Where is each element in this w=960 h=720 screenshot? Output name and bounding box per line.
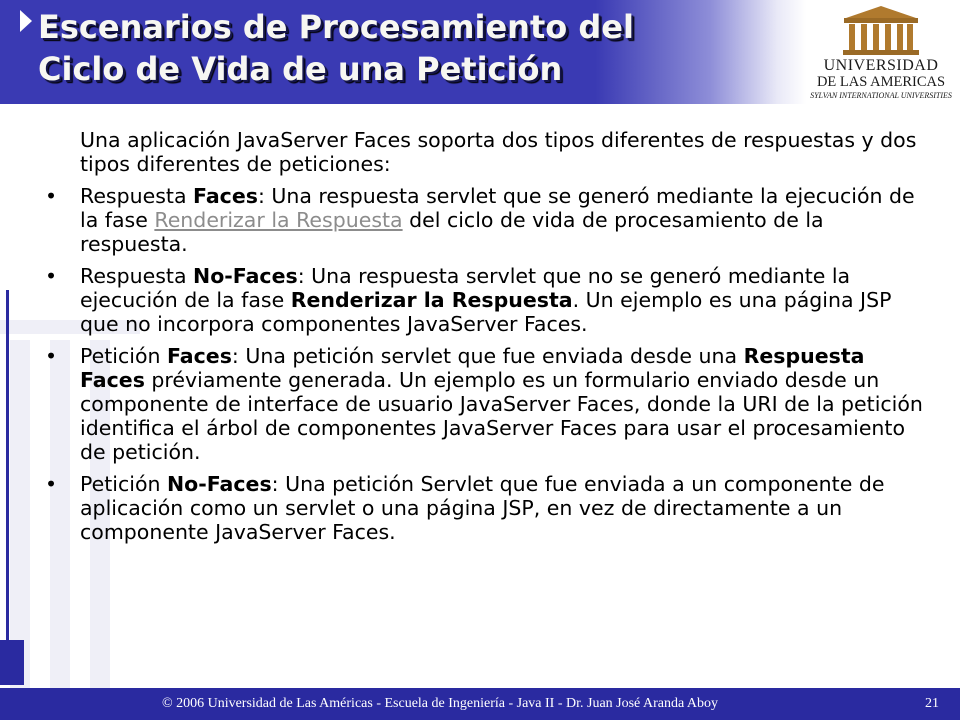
item-text: : Una petición servlet que fue enviada desde una xyxy=(231,344,744,368)
left-accent-block xyxy=(0,640,24,685)
item-text: Respuesta xyxy=(80,184,194,208)
logo-text-americas: DE LAS AMERICAS xyxy=(816,74,946,90)
list-item xyxy=(45,344,928,464)
triangle-marker-icon xyxy=(20,10,32,32)
list-item xyxy=(45,264,928,336)
slide-body xyxy=(45,128,928,552)
list-item xyxy=(45,472,928,544)
building-columns-icon xyxy=(840,4,922,58)
item-text: Respuesta xyxy=(80,264,194,288)
list-item xyxy=(45,184,928,256)
footer-copyright: © 2006 Universidad de Las Américas - Escuela de Ingeniería - Java II - Dr. Juan José Aranda Aboy xyxy=(161,696,719,711)
slide-title-line1: Escenarios de Procesamiento del xyxy=(38,8,634,46)
render-response-link[interactable]: Renderizar la Respuesta xyxy=(154,208,403,232)
item-text: : Una respuesta servlet que se generó mediante la ejecución de la fase xyxy=(80,184,915,232)
bullet-icon: • xyxy=(45,344,58,368)
item-text: : Una respuesta servlet que no se generó mediante la ejecución de la fase xyxy=(80,264,851,312)
item-bold-term: Faces xyxy=(193,184,258,208)
item-bold-term: Respuesta Faces xyxy=(80,344,865,392)
item-text: . Un ejemplo es una página JSP que no incorpora componentes JavaServer Faces. xyxy=(80,288,892,336)
bullet-icon: • xyxy=(45,264,58,288)
bullet-icon: • xyxy=(45,472,58,496)
item-text: Petición xyxy=(80,472,167,496)
item-text: Petición xyxy=(80,344,167,368)
slide-title-line2: Ciclo de Vida de una Petición xyxy=(38,50,563,88)
item-bold-term: Faces xyxy=(167,344,232,368)
slide-title xyxy=(38,6,634,90)
item-text: : Una petición Servlet que fue enviada a un componente de aplicación como un servlet o una página JSP, en vez de directamente a un componente JavaServer Faces. xyxy=(80,472,885,544)
footer-bar xyxy=(0,688,960,720)
item-text: del ciclo de vida de procesamiento de la respuesta. xyxy=(80,208,824,256)
left-accent-bar xyxy=(6,290,9,685)
item-bold-term: No-Faces xyxy=(193,264,298,288)
logo-text-sylvan: SYLVAN INTERNATIONAL UNIVERSITIES xyxy=(810,91,952,100)
item-text: préviamente generada. Un ejemplo es un formulario enviado desde un componente de interface de usuario JavaServer Faces, donde la URI de la petición identifica el árbol de componentes JavaServer Faces para usar el procesamiento de petición. xyxy=(80,368,923,464)
bullet-list xyxy=(45,184,928,544)
university-logo xyxy=(806,4,956,100)
page-number: 21 xyxy=(925,696,939,711)
item-bold-term: No-Faces xyxy=(167,472,272,496)
item-bold-term: Renderizar la Respuesta xyxy=(290,288,573,312)
intro-paragraph: Una aplicación JavaServer Faces soporta dos tipos diferentes de respuestas y dos tipos diferentes de peticiones: xyxy=(80,128,917,176)
logo-text-universidad: UNIVERSIDAD xyxy=(823,57,939,74)
bullet-icon: • xyxy=(45,184,58,208)
